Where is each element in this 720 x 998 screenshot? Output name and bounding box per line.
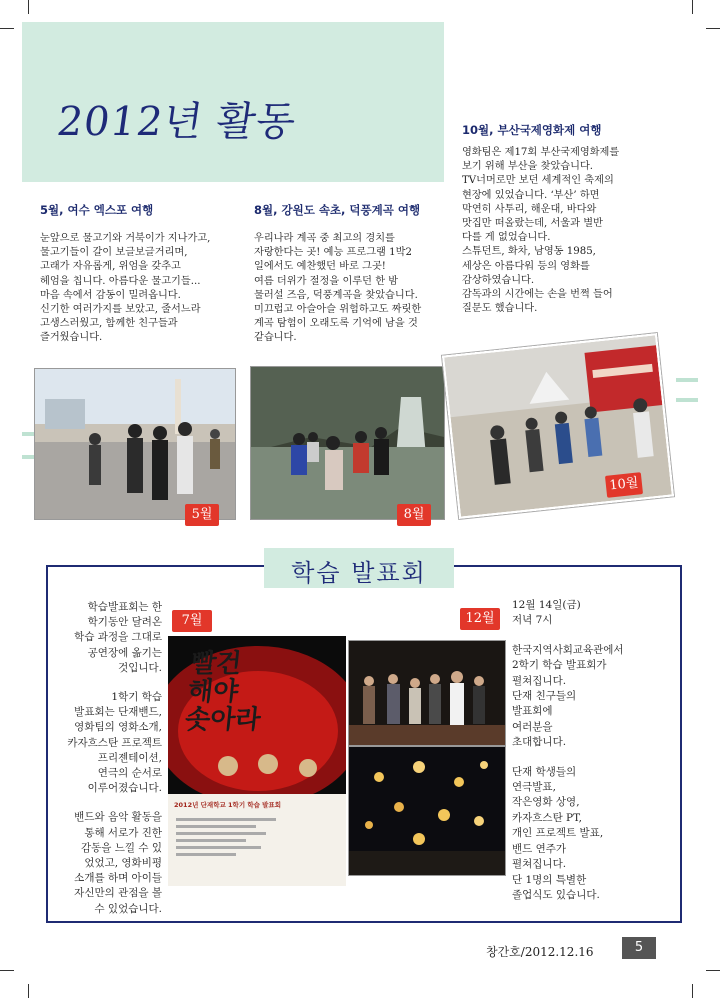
text-line: 작은영화 상영, — [512, 796, 580, 809]
text-line: 것입니다. — [118, 661, 162, 674]
text-line: 세상은 아름다워 등의 영화를 — [462, 260, 590, 272]
text-line: 졸업식도 있습니다. — [512, 888, 600, 901]
photo-expo-image — [35, 369, 235, 519]
text-line: 우리나라 계곡 중 최고의 경치를 — [254, 233, 395, 244]
photo-lanterns — [348, 746, 506, 876]
text-line: 개인 프로젝트 발표, — [512, 827, 604, 840]
text-line: 단재 친구들의 — [512, 690, 577, 703]
photo-valley — [250, 366, 445, 520]
text-line: 신기한 여러가지를 보았고, 줄서느라 — [40, 304, 201, 316]
text-line: 프리젠테이션, — [97, 751, 162, 764]
text-line: 자랑한다는 곳! 예능 프로그램 1박2 — [254, 247, 412, 259]
text-line: 12월 14일(금) — [512, 599, 581, 611]
text-line: 보기 위해 부산을 찾았습니다. — [462, 161, 594, 173]
text-line: 었었고, 영화비평 — [84, 857, 162, 870]
text-line: 영화팀은 제17회 부산국제영화제를 — [462, 147, 620, 158]
frame-title: 학습 발표회 — [291, 559, 427, 587]
text-line: 감상하였습니다. — [462, 274, 535, 286]
section-heading-may: 5월, 여수 엑스포 여행 — [40, 203, 154, 217]
text-line: 감동을 느낄 수 있 — [80, 841, 162, 854]
text-line: 소개를 하며 아이들 — [74, 872, 162, 885]
crop-mark — [692, 984, 693, 998]
text-line: 고래가 자유롭게, 위엄을 갖추고 — [40, 261, 181, 273]
text-line: 단재 학생들의 — [512, 765, 577, 778]
text-line: 카자흐스탄 프로젝트 — [67, 736, 162, 749]
text-line: 펼쳐집니다. — [512, 858, 567, 871]
text-line: 밴드와 음악 활동을 — [74, 811, 162, 824]
text-line: 카자흐스탄 PT, — [512, 811, 582, 824]
text-line: 여러분을 — [512, 720, 553, 733]
paragraph-gap — [512, 751, 672, 765]
accent-bar — [676, 378, 698, 382]
text-line: 물고기들이 갈이 보글보글거리며, — [40, 247, 188, 259]
poster-schedule — [176, 814, 276, 878]
month-tag-aug: 8월 — [397, 504, 431, 526]
section-heading-oct: 10월, 부산국제영화제 여행 — [462, 123, 602, 137]
text-line: 학습 과정을 그대로 — [74, 631, 162, 644]
photo-stage — [348, 640, 506, 746]
text-line: 2학기 학습 발표회가 — [512, 659, 607, 672]
crop-mark — [706, 28, 720, 29]
presentation-right-text — [512, 598, 672, 903]
text-line: 고생스러웠고, 함께한 친구들과 — [40, 318, 178, 330]
text-line: 다를 게 없었습니다. — [462, 232, 551, 244]
text-line: 질문도 했습니다. — [462, 303, 538, 315]
text-line: 미끄럽고 아슬아슬 위험하고도 짜릿한 — [254, 304, 422, 316]
month-tag-may: 5월 — [185, 504, 219, 526]
text-line: 연극발표, — [512, 781, 556, 794]
crop-mark — [0, 28, 14, 29]
paragraph-gap — [62, 796, 162, 810]
text-line: TV너머로만 보던 세계적인 축제의 — [462, 175, 614, 187]
photo-lanterns-image — [349, 747, 505, 875]
text-line: 영화팀의 영화소개, — [74, 721, 162, 734]
text-line: 감독과의 시간에는 손을 번쩍 들어 — [462, 289, 613, 301]
page-number: 5 — [622, 937, 656, 959]
accent-bar — [676, 398, 698, 402]
crop-mark — [28, 984, 29, 998]
paragraph-gap — [512, 629, 672, 643]
poster-title-line: 해야 — [186, 677, 240, 707]
text-line: 초대합니다. — [512, 736, 567, 749]
text-line: 1학기 학습 — [111, 691, 162, 704]
month-tag-dec: 12월 — [460, 608, 500, 630]
text-line: 학기동안 달려온 — [87, 616, 162, 629]
text-line: 밴드 연주가 — [512, 842, 567, 855]
text-line: 발표회에 — [512, 705, 553, 718]
text-line: 저녁 7시 — [512, 614, 553, 627]
text-line: 한국지역사회교육관에서 — [512, 643, 624, 656]
text-line: 단 1명의 특별한 — [512, 873, 587, 886]
text-line: 펼쳐집니다. — [512, 674, 567, 687]
text-line: 연극의 순서로 — [97, 767, 162, 780]
text-line: 현장에 있었습니다. ‘부산’ 하면 — [462, 189, 600, 201]
photo-expo — [34, 368, 236, 520]
crop-mark — [28, 0, 29, 14]
page-title: 2012년 활동 — [54, 99, 300, 145]
text-line: 수 있었습니다. — [94, 902, 162, 915]
paragraph-gap — [62, 676, 162, 690]
photo-valley-image — [251, 367, 444, 519]
month-tag-july: 7월 — [172, 610, 212, 632]
text-line: 자신만의 관점을 볼 — [74, 887, 162, 900]
text-line: 스튜던트, 화차, 남영동 1985, — [462, 246, 596, 258]
poster-subtitle: 2012년 단재학교 1학기 학습 발표회 — [174, 801, 282, 809]
text-line: 여름 더위가 절정을 이루던 한 밤 — [254, 275, 399, 287]
text-line: 즐거웠습니다. — [40, 332, 103, 344]
text-line: 이루어졌습니다. — [87, 782, 162, 795]
text-line: 마음 속에서 감동이 밀려옵니다. — [40, 289, 181, 301]
crop-mark — [692, 0, 693, 14]
text-line: 통해 서로가 진한 — [84, 826, 162, 839]
text-line: 공연장에 옮기는 — [87, 646, 162, 659]
section-body-aug — [254, 232, 442, 346]
text-line: 물러설 즈음, 덕풍계곡을 찾았습니다. — [254, 289, 418, 301]
text-line: 맛집만 떠올랐는데, 서울과 별반 — [462, 218, 603, 230]
section-body-may — [40, 232, 236, 346]
crop-mark — [706, 970, 720, 971]
month-tag-oct: 10월 — [605, 472, 643, 498]
presentation-left-text — [62, 600, 162, 917]
text-line: 계곡 탐험이 오래도록 기억에 남을 것 — [254, 318, 418, 330]
poster-title-line: 솟아라 — [183, 705, 262, 735]
text-line: 같습니다. — [254, 332, 297, 344]
text-line: 눈앞으로 물고기와 거북이가 지나가고, — [40, 233, 211, 244]
text-line: 막연히 사투리, 해운대, 바다와 — [462, 203, 597, 215]
section-heading-aug: 8월, 강원도 속초, 덕풍계곡 여행 — [254, 203, 421, 217]
photo-stage-image — [349, 641, 505, 745]
poster-title-line: 빨건 — [189, 649, 243, 679]
event-poster — [168, 636, 346, 886]
crop-mark — [0, 970, 14, 971]
text-line: 발표회는 단재밴드, — [74, 706, 162, 719]
footer-issue: 창간호/2012.12.16 — [486, 945, 594, 959]
text-line: 일에서도 예찬했던 바로 그곳! — [254, 261, 386, 273]
section-body-oct — [462, 146, 646, 316]
text-line: 학습발표회는 한 — [87, 601, 162, 613]
text-line: 헤엄을 칩니다. 아름다운 물고기들... — [40, 275, 201, 287]
